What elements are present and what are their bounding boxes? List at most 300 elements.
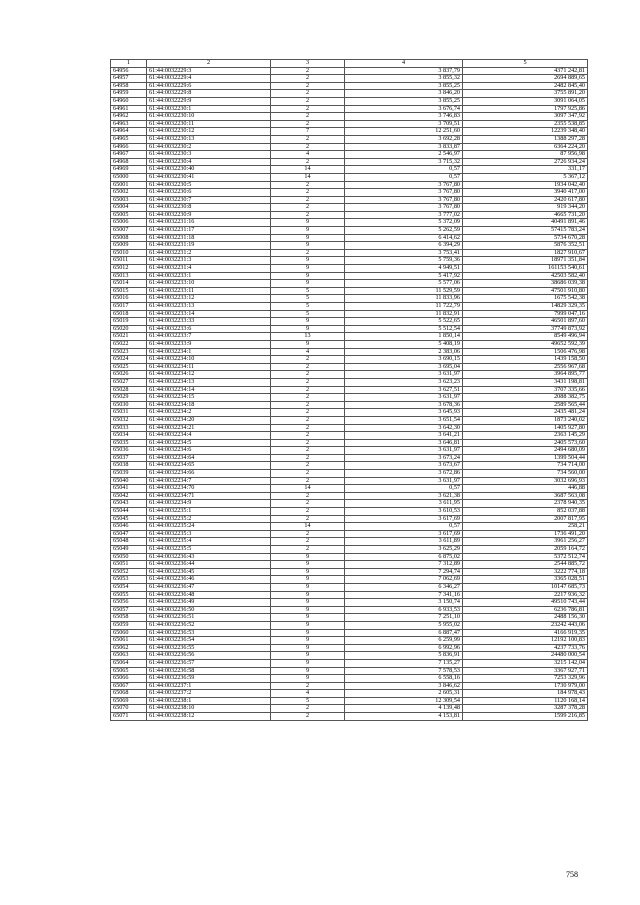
value-cell: 23242 443,06 — [463, 621, 588, 629]
area-cell: 3 855,25 — [345, 97, 463, 105]
value-cell: 2217 936,32 — [463, 591, 588, 599]
row-index-cell: 64961 — [111, 105, 147, 113]
row-index-cell: 65050 — [111, 553, 147, 561]
cadastral-number-cell: 61:44:0032229:4 — [147, 75, 271, 83]
row-index-cell: 65030 — [111, 401, 147, 409]
value-cell: 919 344,20 — [463, 204, 588, 212]
cadastral-number-cell: 61:44:0032231:16 — [147, 219, 271, 227]
row-index-cell: 65036 — [111, 447, 147, 455]
table-row — [111, 447, 588, 455]
cadastral-number-cell: 61:44:0032235:3 — [147, 530, 271, 538]
category-cell: 2 — [271, 401, 345, 409]
row-index-cell: 65009 — [111, 242, 147, 250]
table-row — [111, 242, 588, 250]
value-cell: 47501 910,80 — [463, 287, 588, 295]
table-row — [111, 492, 588, 500]
area-cell: 3 695,04 — [345, 363, 463, 371]
table-row — [111, 280, 588, 288]
category-cell: 2 — [271, 356, 345, 364]
cadastral-number-cell: 61:44:0032234:2 — [147, 409, 271, 417]
table-row — [111, 97, 588, 105]
cadastral-number-cell: 61:44:0032234:11 — [147, 363, 271, 371]
row-index-cell: 65011 — [111, 257, 147, 265]
category-cell: 2 — [271, 470, 345, 478]
area-cell: 3 611,95 — [345, 500, 463, 508]
category-cell: 2 — [271, 705, 345, 713]
value-cell: 3755 891,20 — [463, 90, 588, 98]
value-cell: 1506 476,98 — [463, 348, 588, 356]
row-index-cell: 64967 — [111, 151, 147, 159]
row-index-cell: 65042 — [111, 492, 147, 500]
cadastral-number-cell: 61:44:0032235:24 — [147, 523, 271, 531]
row-index-cell: 65024 — [111, 356, 147, 364]
category-cell: 9 — [271, 652, 345, 660]
cadastral-number-cell: 61:44:0032231:4 — [147, 265, 271, 273]
row-index-cell: 65048 — [111, 538, 147, 546]
row-index-cell: 65026 — [111, 371, 147, 379]
row-index-cell: 64956 — [111, 67, 147, 75]
cadastral-number-cell: 61:44:0032236:59 — [147, 675, 271, 683]
row-index-cell: 65045 — [111, 515, 147, 523]
table-row — [111, 500, 588, 508]
category-cell: 2 — [271, 538, 345, 546]
value-cell: 1797 925,86 — [463, 105, 588, 113]
cadastral-number-cell: 61:44:0032238:12 — [147, 713, 271, 721]
row-index-cell: 65066 — [111, 675, 147, 683]
category-cell: 2 — [271, 462, 345, 470]
category-cell: 2 — [271, 394, 345, 402]
value-cell: 2420 617,80 — [463, 196, 588, 204]
value-cell: 5734 670,28 — [463, 234, 588, 242]
area-cell: 6 887,47 — [345, 629, 463, 637]
table-row — [111, 713, 588, 721]
cadastral-number-cell: 61:44:0032234:15 — [147, 394, 271, 402]
row-index-cell: 65023 — [111, 348, 147, 356]
row-index-cell: 65029 — [111, 394, 147, 402]
value-cell: 184 978,43 — [463, 690, 588, 698]
cadastral-number-cell: 61:44:0032234:70 — [147, 485, 271, 493]
table-row — [111, 485, 588, 493]
row-index-cell: 65062 — [111, 644, 147, 652]
row-index-cell: 64959 — [111, 90, 147, 98]
row-index-cell: 65007 — [111, 227, 147, 235]
cadastral-number-cell: 61:44:0032229:9 — [147, 97, 271, 105]
row-index-cell: 64966 — [111, 143, 147, 151]
row-index-cell: 65067 — [111, 682, 147, 690]
cadastral-number-cell: 61:44:0032233:13 — [147, 303, 271, 311]
cadastral-number-cell: 61:44:0032230:12 — [147, 128, 271, 136]
area-cell: 0,57 — [345, 485, 463, 493]
cadastral-number-cell: 61:44:0032236:43 — [147, 553, 271, 561]
value-cell: 5 367,12 — [463, 173, 588, 181]
value-cell: 3097 347,92 — [463, 113, 588, 121]
cadastral-number-cell: 61:44:0032236:44 — [147, 561, 271, 569]
category-cell: 2 — [271, 546, 345, 554]
category-cell: 2 — [271, 196, 345, 204]
category-cell: 9 — [271, 325, 345, 333]
cadastral-number-cell: 61:44:0032230:5 — [147, 181, 271, 189]
area-cell: 7 251,10 — [345, 614, 463, 622]
area-cell: 3 673,24 — [345, 454, 463, 462]
cadastral-number-cell: 61:44:0032236:50 — [147, 606, 271, 614]
table-row — [111, 439, 588, 447]
area-cell: 6 933,53 — [345, 606, 463, 614]
value-cell: 46501 897,60 — [463, 318, 588, 326]
category-cell: 2 — [271, 97, 345, 105]
table-row — [111, 523, 588, 531]
row-index-cell: 65071 — [111, 713, 147, 721]
value-cell: 3222 774,18 — [463, 568, 588, 576]
value-cell: 4237 733,76 — [463, 644, 588, 652]
cadastral-number-cell: 61:44:0032236:53 — [147, 629, 271, 637]
value-cell: 1675 542,38 — [463, 295, 588, 303]
area-cell: 7 578,53 — [345, 667, 463, 675]
table-row — [111, 614, 588, 622]
cadastral-number-cell: 61:44:0032230:6 — [147, 189, 271, 197]
table-row — [111, 234, 588, 242]
category-cell: 2 — [271, 439, 345, 447]
category-cell: 4 — [271, 690, 345, 698]
value-cell: 1399 504,44 — [463, 454, 588, 462]
table-row — [111, 508, 588, 516]
value-cell: 12239 348,40 — [463, 128, 588, 136]
category-cell: 2 — [271, 211, 345, 219]
category-cell: 9 — [271, 219, 345, 227]
area-cell: 2 383,06 — [345, 348, 463, 356]
cadastral-number-cell: 61:44:0032234:5 — [147, 439, 271, 447]
category-cell: 14 — [271, 523, 345, 531]
row-index-cell: 64965 — [111, 135, 147, 143]
value-cell: 1439 158,50 — [463, 356, 588, 364]
category-cell: 2 — [271, 508, 345, 516]
value-cell: 4166 919,35 — [463, 629, 588, 637]
category-cell: 14 — [271, 485, 345, 493]
table-row — [111, 568, 588, 576]
area-cell: 3 746,83 — [345, 113, 463, 121]
value-cell: 734 560,00 — [463, 470, 588, 478]
category-cell: 5 — [271, 310, 345, 318]
cadastral-number-cell: 61:44:0032234:13 — [147, 378, 271, 386]
value-cell: 3091 064,05 — [463, 97, 588, 105]
area-cell: 0,57 — [345, 173, 463, 181]
category-cell: 2 — [271, 682, 345, 690]
row-index-cell: 65004 — [111, 204, 147, 212]
row-index-cell: 65054 — [111, 583, 147, 591]
cadastral-number-cell: 61:44:0032236:58 — [147, 667, 271, 675]
row-index-cell: 65015 — [111, 287, 147, 295]
row-index-cell: 65047 — [111, 530, 147, 538]
table-row — [111, 583, 588, 591]
row-index-cell: 64964 — [111, 128, 147, 136]
row-index-cell: 65038 — [111, 462, 147, 470]
row-index-cell: 65006 — [111, 219, 147, 227]
category-cell: 9 — [271, 621, 345, 629]
table-row — [111, 378, 588, 386]
table-row — [111, 644, 588, 652]
table-row — [111, 690, 588, 698]
value-cell: 37749 873,92 — [463, 325, 588, 333]
table-row — [111, 189, 588, 197]
value-cell: 3687 563,08 — [463, 492, 588, 500]
table-body — [111, 60, 588, 721]
cadastral-number-cell: 61:44:0032230:11 — [147, 120, 271, 128]
table-row — [111, 546, 588, 554]
table-row — [111, 249, 588, 257]
value-cell: 18971 351,84 — [463, 257, 588, 265]
table-row — [111, 173, 588, 181]
category-cell: 9 — [271, 568, 345, 576]
category-cell: 9 — [271, 644, 345, 652]
area-cell: 3 846,62 — [345, 682, 463, 690]
value-cell: 2405 573,60 — [463, 439, 588, 447]
area-cell: 3 767,80 — [345, 189, 463, 197]
table-row — [111, 667, 588, 675]
area-cell: 6 875,02 — [345, 553, 463, 561]
table-row — [111, 470, 588, 478]
cadastral-number-cell: 61:44:0032234:71 — [147, 492, 271, 500]
category-cell: 2 — [271, 82, 345, 90]
value-cell: 7999 047,16 — [463, 310, 588, 318]
value-cell: 4371 242,81 — [463, 67, 588, 75]
table-row — [111, 675, 588, 683]
table-row — [111, 128, 588, 136]
table-row — [111, 227, 588, 235]
category-cell: 9 — [271, 576, 345, 584]
row-index-cell: 65053 — [111, 576, 147, 584]
category-cell: 9 — [271, 599, 345, 607]
row-index-cell: 65044 — [111, 508, 147, 516]
category-cell: 2 — [271, 158, 345, 166]
area-cell: 4 139,48 — [345, 705, 463, 713]
category-cell: 2 — [271, 75, 345, 83]
row-index-cell: 65055 — [111, 591, 147, 599]
category-cell: 2 — [271, 181, 345, 189]
area-cell: 5 408,19 — [345, 340, 463, 348]
cadastral-number-cell: 61:44:0032238:1 — [147, 697, 271, 705]
row-index-cell: 64969 — [111, 166, 147, 174]
area-cell: 3 692,28 — [345, 135, 463, 143]
table-row — [111, 356, 588, 364]
row-index-cell: 65065 — [111, 667, 147, 675]
category-cell: 9 — [271, 242, 345, 250]
value-cell: 14829 329,35 — [463, 303, 588, 311]
area-cell: 3 855,32 — [345, 75, 463, 83]
cadastral-number-cell: 61:44:0032238:10 — [147, 705, 271, 713]
cadastral-number-cell: 61:44:0032230:9 — [147, 211, 271, 219]
table-row — [111, 682, 588, 690]
table-row — [111, 166, 588, 174]
header-cell-3: 3 — [271, 60, 345, 68]
category-cell: 2 — [271, 113, 345, 121]
row-index-cell: 65014 — [111, 280, 147, 288]
area-cell: 11 529,59 — [345, 287, 463, 295]
area-cell: 6 558,16 — [345, 675, 463, 683]
value-cell: 2355 538,85 — [463, 120, 588, 128]
table-row — [111, 553, 588, 561]
row-index-cell: 65041 — [111, 485, 147, 493]
row-index-cell: 65013 — [111, 272, 147, 280]
table-row — [111, 432, 588, 440]
header-cell-2: 2 — [147, 60, 271, 68]
cadastral-number-cell: 61:44:0032233:10 — [147, 280, 271, 288]
row-index-cell: 65010 — [111, 249, 147, 257]
row-index-cell: 64958 — [111, 82, 147, 90]
value-cell: 3032 696,93 — [463, 477, 588, 485]
area-cell: 12 251,60 — [345, 128, 463, 136]
row-index-cell: 65003 — [111, 196, 147, 204]
value-cell: 3287 378,28 — [463, 705, 588, 713]
row-index-cell: 65034 — [111, 432, 147, 440]
category-cell: 9 — [271, 629, 345, 637]
category-cell: 2 — [271, 378, 345, 386]
cadastral-number-cell: 61:44:0032231:18 — [147, 234, 271, 242]
row-index-cell: 65012 — [111, 265, 147, 273]
category-cell: 9 — [271, 234, 345, 242]
cadastral-number-cell: 61:44:0032231:19 — [147, 242, 271, 250]
cadastral-number-cell: 61:44:0032234:6 — [147, 447, 271, 455]
category-cell: 2 — [271, 90, 345, 98]
category-cell: 5 — [271, 303, 345, 311]
table-row — [111, 538, 588, 546]
cadastral-number-cell: 61:44:0032230:1 — [147, 105, 271, 113]
table-row — [111, 599, 588, 607]
area-cell: 3 645,93 — [345, 409, 463, 417]
table-row — [111, 333, 588, 341]
area-cell: 6 414,62 — [345, 234, 463, 242]
area-cell: 3 150,74 — [345, 599, 463, 607]
area-cell: 3 625,29 — [345, 546, 463, 554]
table-row — [111, 591, 588, 599]
category-cell: 9 — [271, 583, 345, 591]
table-row — [111, 621, 588, 629]
value-cell: 446,88 — [463, 485, 588, 493]
category-cell: 9 — [271, 318, 345, 326]
row-index-cell: 65039 — [111, 470, 147, 478]
area-cell: 3 672,86 — [345, 470, 463, 478]
row-index-cell: 65018 — [111, 310, 147, 318]
table-row — [111, 409, 588, 417]
value-cell: 2488 156,30 — [463, 614, 588, 622]
row-index-cell: 65025 — [111, 363, 147, 371]
value-cell: 40491 891,46 — [463, 219, 588, 227]
table-row — [111, 310, 588, 318]
cadastral-number-cell: 61:44:0032235:4 — [147, 538, 271, 546]
category-cell: 9 — [271, 659, 345, 667]
area-cell: 3 715,32 — [345, 158, 463, 166]
value-cell: 3964 895,77 — [463, 371, 588, 379]
value-cell: 2726 934,24 — [463, 158, 588, 166]
header-cell-4: 4 — [345, 60, 463, 68]
category-cell: 4 — [271, 348, 345, 356]
area-cell: 4 949,51 — [345, 265, 463, 273]
cadastral-number-cell: 61:44:0032234:65 — [147, 462, 271, 470]
category-cell: 2 — [271, 432, 345, 440]
area-cell: 3 709,51 — [345, 120, 463, 128]
area-cell: 3 678,36 — [345, 401, 463, 409]
table-row — [111, 143, 588, 151]
table-row — [111, 204, 588, 212]
category-cell: 2 — [271, 416, 345, 424]
row-index-cell: 65028 — [111, 386, 147, 394]
row-index-cell: 65064 — [111, 659, 147, 667]
category-cell: 9 — [271, 637, 345, 645]
value-cell: 734 714,00 — [463, 462, 588, 470]
value-cell: 1120 168,14 — [463, 697, 588, 705]
category-cell: 2 — [271, 454, 345, 462]
area-cell: 3 767,80 — [345, 204, 463, 212]
area-cell: 3 833,87 — [345, 143, 463, 151]
area-cell: 3 617,69 — [345, 530, 463, 538]
cadastral-number-cell: 61:44:0032233:14 — [147, 310, 271, 318]
value-cell: 2378 940,35 — [463, 500, 588, 508]
value-cell: 5876 352,51 — [463, 242, 588, 250]
row-index-cell: 65046 — [111, 523, 147, 531]
table-row — [111, 318, 588, 326]
value-cell: 2059 164,72 — [463, 546, 588, 554]
table-row — [111, 120, 588, 128]
value-cell: 2494 680,09 — [463, 447, 588, 455]
category-cell: 2 — [271, 363, 345, 371]
area-cell: 7 294,74 — [345, 568, 463, 576]
category-cell: 2 — [271, 530, 345, 538]
cadastral-number-cell: 61:44:0032234:9 — [147, 500, 271, 508]
value-cell: 1736 491,20 — [463, 530, 588, 538]
area-cell: 6 394,29 — [345, 242, 463, 250]
value-cell: 3707 335,66 — [463, 386, 588, 394]
table-row — [111, 515, 588, 523]
category-cell: 2 — [271, 120, 345, 128]
row-index-cell: 65068 — [111, 690, 147, 698]
area-cell: 7 341,16 — [345, 591, 463, 599]
cadastral-number-cell: 61:44:0032234:12 — [147, 371, 271, 379]
area-cell: 3 651,54 — [345, 416, 463, 424]
table-row — [111, 67, 588, 75]
cadastral-number-cell: 61:44:0032235:1 — [147, 508, 271, 516]
cadastral-number-cell: 61:44:0032236:48 — [147, 591, 271, 599]
value-cell: 3367 927,71 — [463, 667, 588, 675]
area-cell: 2 605,31 — [345, 690, 463, 698]
area-cell: 5 577,06 — [345, 280, 463, 288]
cadastral-number-cell: 61:44:0032234:18 — [147, 401, 271, 409]
cadastral-number-cell: 61:44:0032236:46 — [147, 576, 271, 584]
category-cell: 5 — [271, 697, 345, 705]
area-cell: 12 309,54 — [345, 697, 463, 705]
table-row — [111, 629, 588, 637]
area-cell: 3 767,80 — [345, 196, 463, 204]
cadastral-number-cell: 61:44:0032235:5 — [147, 546, 271, 554]
table-row — [111, 158, 588, 166]
cadastral-number-cell: 61:44:0032230:13 — [147, 135, 271, 143]
cadastral-number-cell: 61:44:0032236:56 — [147, 652, 271, 660]
cadastral-number-cell: 61:44:0032229:8 — [147, 90, 271, 98]
area-cell: 5 262,59 — [345, 227, 463, 235]
table-row — [111, 105, 588, 113]
table-row — [111, 90, 588, 98]
area-cell: 3 673,67 — [345, 462, 463, 470]
value-cell: 1873 240,02 — [463, 416, 588, 424]
category-cell: 2 — [271, 371, 345, 379]
area-cell: 5 836,91 — [345, 652, 463, 660]
header-cell-1: 1 — [111, 60, 147, 68]
cadastral-number-cell: 61:44:0032230:3 — [147, 151, 271, 159]
area-cell: 3 621,38 — [345, 492, 463, 500]
area-cell: 7 062,69 — [345, 576, 463, 584]
table-row — [111, 219, 588, 227]
area-cell: 3 767,80 — [345, 181, 463, 189]
table-row — [111, 295, 588, 303]
value-cell: 2589 565,44 — [463, 401, 588, 409]
area-cell: 7 312,89 — [345, 561, 463, 569]
